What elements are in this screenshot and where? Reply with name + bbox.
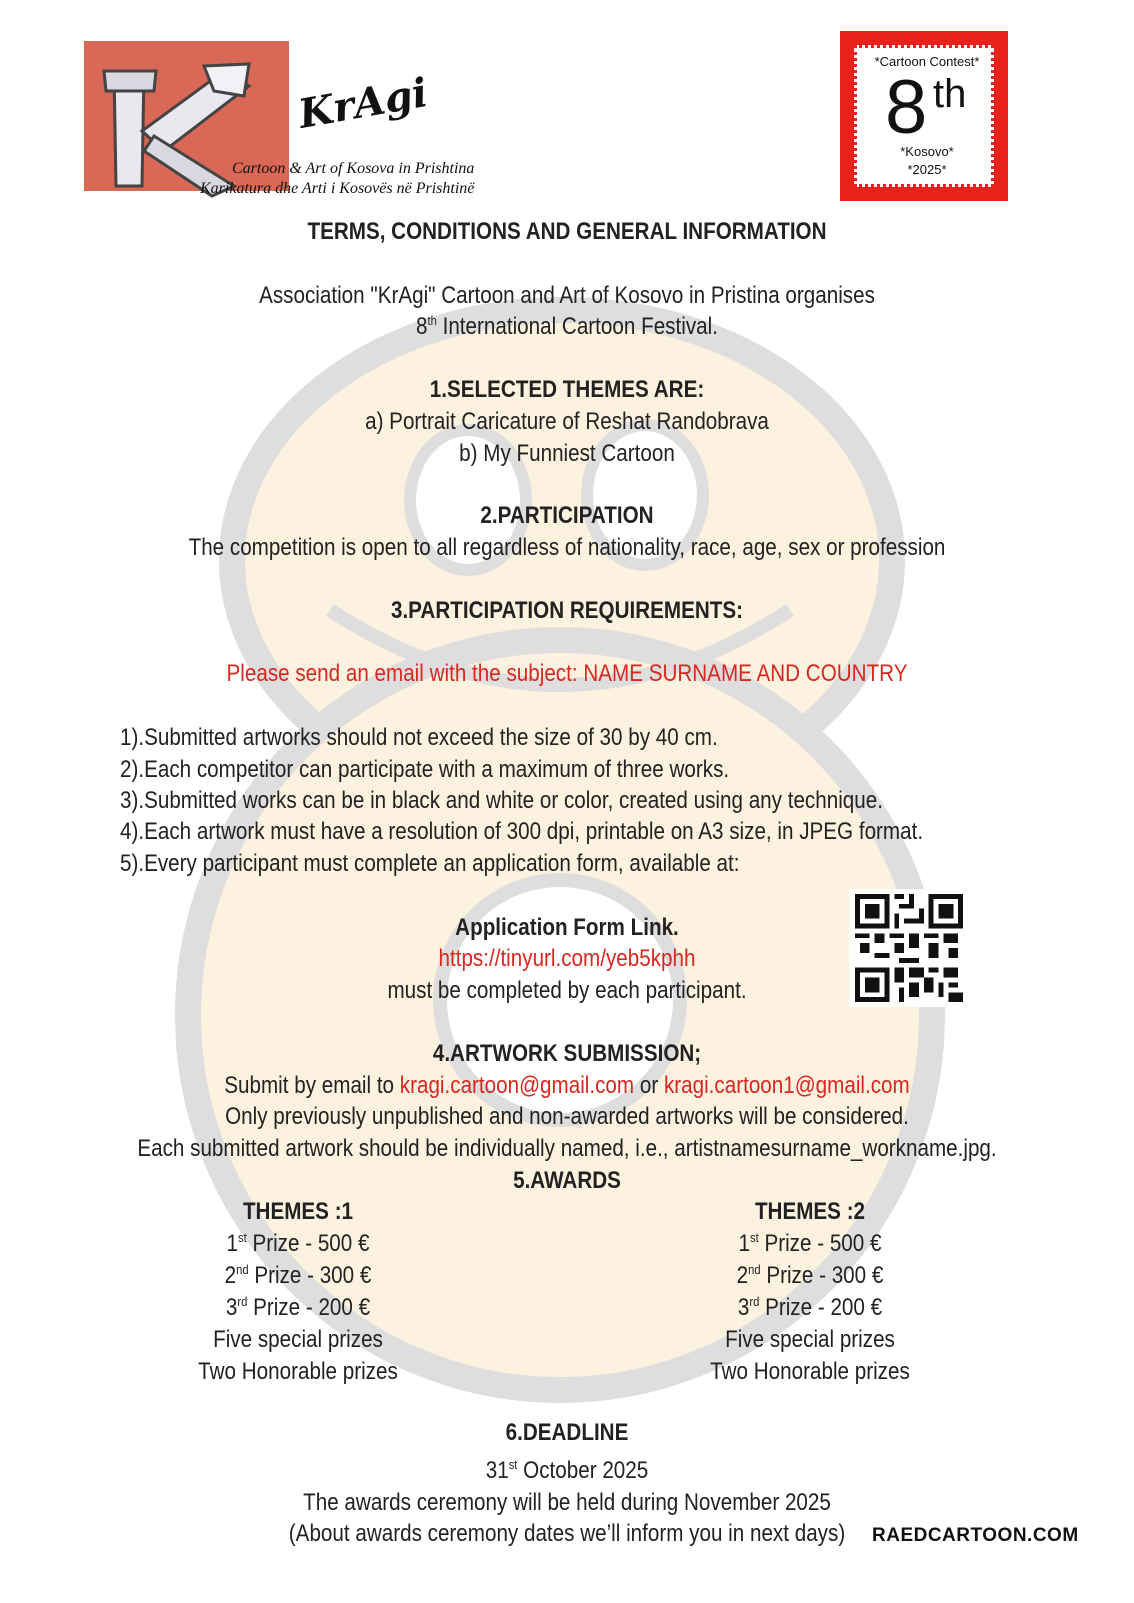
- logo-tagline-albanian: Karikatura dhe Arti i Kosovës në Prishtinë: [200, 180, 475, 197]
- ceremony-line: The awards ceremony will be held during November 2025: [303, 1489, 831, 1516]
- email-link-1[interactable]: kragi.cartoon@gmail.com: [399, 1072, 635, 1099]
- themes-2-prize-1: 1st Prize - 500 €: [738, 1230, 882, 1257]
- application-form-note: must be completed by each participant.: [387, 977, 747, 1004]
- themes-2-prize-3: 3rd Prize - 200 €: [737, 1294, 883, 1321]
- requirement-5: 5).Every participant must complete an application form, available at:: [120, 850, 740, 877]
- deadline-heading: 6.DEADLINE: [505, 1419, 629, 1446]
- themes-2-title: THEMES :2: [754, 1198, 866, 1225]
- participation-heading: 2.PARTICIPATION: [480, 502, 654, 529]
- email-link-2[interactable]: kragi.cartoon1@gmail.com: [663, 1072, 910, 1099]
- email-subject-note: Please send an email with the subject: NAME SURNAME AND COUNTRY: [226, 660, 908, 687]
- theme-a: a) Portrait Caricature of Reshat Randobrava: [365, 408, 769, 435]
- participation-text: The competition is open to all regardless of nationality, race, age, sex or profession: [188, 534, 946, 561]
- themes-1-prize-3: 3rd Prize - 200 €: [225, 1294, 371, 1321]
- footer-website: RAEDCARTOON.COM: [872, 1525, 1079, 1546]
- ceremony-note: (About awards ceremony dates we’ll inform you in next days): [288, 1520, 846, 1547]
- submission-line-3: Each submitted artwork should be individually named, i.e., artistnamesurname_workname.jpg.: [137, 1135, 997, 1162]
- themes-1-honorable: Two Honorable prizes: [198, 1358, 398, 1385]
- deadline-date: 31st October 2025: [485, 1457, 649, 1484]
- themes-1-prize-2: 2nd Prize - 300 €: [224, 1262, 372, 1289]
- theme-b: b) My Funniest Cartoon: [459, 440, 675, 467]
- document-title: TERMS, CONDITIONS AND GENERAL INFORMATION: [307, 218, 827, 245]
- requirement-2: 2).Each competitor can participate with a maximum of three works.: [120, 756, 730, 783]
- themes-1-special: Five special prizes: [213, 1326, 383, 1353]
- requirements-heading: 3.PARTICIPATION REQUIREMENTS:: [390, 597, 744, 624]
- application-form-link[interactable]: https://tinyurl.com/yeb5kphh: [438, 945, 696, 972]
- submission-heading: 4.ARTWORK SUBMISSION;: [432, 1040, 702, 1067]
- stamp-country: *Kosovo*: [900, 144, 954, 159]
- themes-1-title: THEMES :1: [242, 1198, 354, 1225]
- requirement-4: 4).Each artwork must have a resolution of 300 dpi, printable on A3 size, in JPEG format.: [120, 818, 924, 845]
- themes-2-prize-2: 2nd Prize - 300 €: [736, 1262, 884, 1289]
- contest-stamp: [840, 31, 1008, 201]
- stamp-suffix: th: [933, 72, 967, 116]
- stamp-top-text: *Cartoon Contest*: [874, 54, 980, 69]
- stamp-number: 8: [885, 65, 928, 150]
- themes-2-awards: [660, 1196, 960, 1388]
- kragi-logo: [84, 36, 494, 206]
- submission-line-2: Only previously unpublished and non-awarded artworks will be considered.: [225, 1103, 909, 1130]
- application-form-label: Application Form Link.: [455, 914, 679, 941]
- qr-code[interactable]: [849, 889, 969, 1007]
- requirement-1: 1).Submitted artworks should not exceed the size of 30 by 40 cm.: [120, 724, 718, 751]
- themes-2-special: Five special prizes: [725, 1326, 895, 1353]
- themes-1-awards: [148, 1196, 448, 1388]
- stamp-year: *2025*: [907, 162, 947, 177]
- logo-tagline-english: Cartoon & Art of Kosova in Prishtina: [232, 160, 475, 177]
- themes-1-prize-1: 1st Prize - 500 €: [226, 1230, 370, 1257]
- submission-emails: Submit by email to kragi.cartoon@gmail.com or kragi.cartoon1@gmail.com: [224, 1072, 910, 1099]
- kragi-signature: KrAgi: [294, 69, 432, 138]
- intro-line-1: Association "KrAgi" Cartoon and Art of Kosovo in Pristina organises: [259, 282, 875, 309]
- qr-code-icon: [849, 889, 969, 1007]
- intro-line-2: 8th International Cartoon Festival.: [416, 313, 718, 340]
- themes-heading: 1.SELECTED THEMES ARE:: [429, 376, 705, 403]
- themes-2-honorable: Two Honorable prizes: [710, 1358, 910, 1385]
- requirement-3: 3).Submitted works can be in black and white or color, created using any technique.: [120, 787, 883, 814]
- awards-heading: 5.AWARDS: [513, 1167, 621, 1194]
